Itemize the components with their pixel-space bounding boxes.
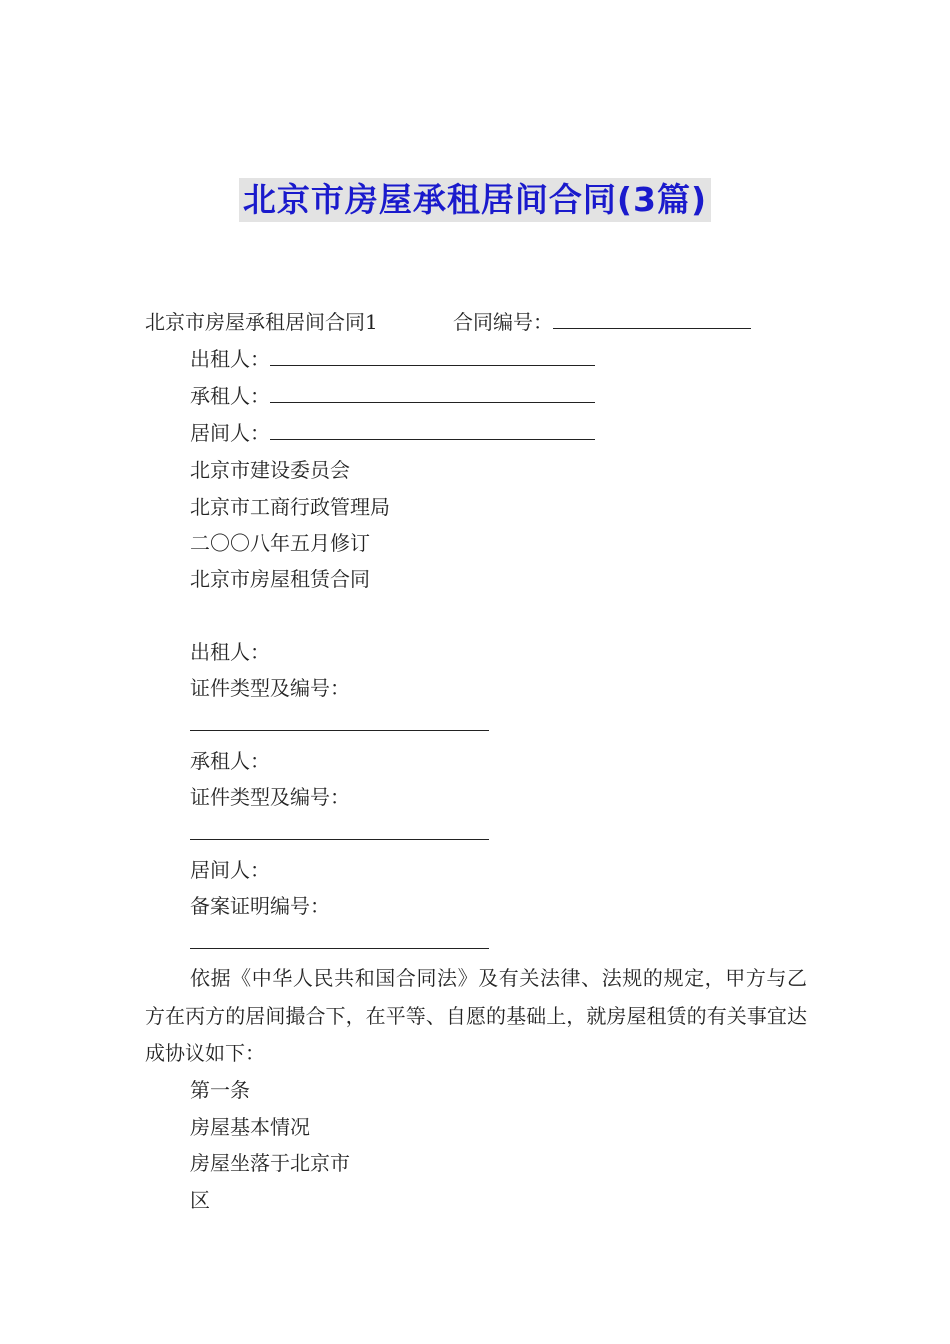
- record-number-label: 备案证明编号：: [190, 894, 330, 918]
- id-type-label-2: 证件类型及编号：: [190, 785, 350, 809]
- revision-date: 二〇〇八年五月修订: [190, 531, 370, 555]
- article-1: 第一条: [190, 1078, 250, 1102]
- id-blank-1-row: [190, 710, 489, 738]
- district-line: 区: [190, 1188, 210, 1212]
- id-blank-1: [190, 710, 489, 731]
- contract-number-row: [453, 308, 751, 336]
- lessor-label: 出租人：: [190, 347, 270, 371]
- lessee-blank: [270, 382, 595, 403]
- record-number-blank: [190, 928, 489, 949]
- title-text: 北京市房屋承租居间合同(3篇): [239, 178, 711, 222]
- lessor-label-2: 出租人：: [190, 640, 270, 664]
- record-blank-row: [190, 928, 489, 956]
- contract-heading: 北京市房屋承租居间合同1: [145, 310, 378, 334]
- contract-number-label: 合同编号：: [453, 310, 553, 334]
- document-title: [0, 178, 950, 222]
- id-blank-2-row: [190, 819, 489, 847]
- org-construction-committee: 北京市建设委员会: [190, 458, 350, 482]
- location-line: 房屋坐落于北京市: [190, 1151, 350, 1175]
- lease-contract-subtitle: 北京市房屋租赁合同: [190, 567, 370, 591]
- intro-paragraph: 依据《中华人民共和国合同法》及有关法律、法规的规定，甲方与乙方在丙方的居间撮合下，在平等、自愿的基础上，就房屋租赁的有关事宜达成协议如下：: [145, 966, 807, 1065]
- lessee-label: 承租人：: [190, 384, 270, 408]
- id-type-label-1: 证件类型及编号：: [190, 676, 350, 700]
- agent-label: 居间人：: [190, 421, 270, 445]
- id-blank-2: [190, 819, 489, 840]
- contract-number-blank: [553, 308, 751, 329]
- agent-row: [190, 419, 595, 447]
- agent-blank: [270, 419, 595, 440]
- org-industry-commerce-bureau: 北京市工商行政管理局: [190, 495, 390, 519]
- lessee-label-2: 承租人：: [190, 749, 270, 773]
- lessee-row: [190, 382, 595, 410]
- lessor-row: [190, 345, 595, 373]
- agent-label-2: 居间人：: [190, 858, 270, 882]
- lessor-blank: [270, 345, 595, 366]
- article-1-title: 房屋基本情况: [190, 1115, 310, 1139]
